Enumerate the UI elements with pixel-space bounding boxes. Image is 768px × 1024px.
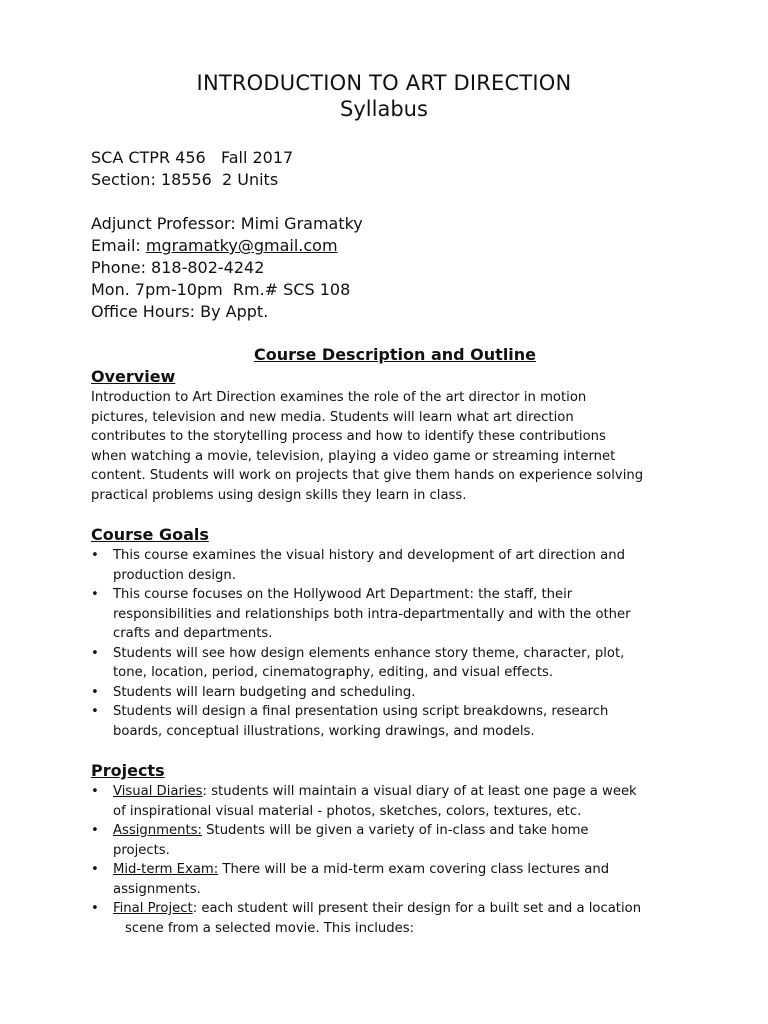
bullet-icon: • (91, 901, 99, 916)
phone-line: Phone: 818-802-4242 (91, 258, 265, 277)
bullet-icon: • (91, 862, 99, 877)
course-section: Section: 18556 2 Units (91, 170, 279, 189)
project-desc-cont: of inspirational visual material - photos, sketches, colors, textures, etc. (113, 803, 582, 819)
course-info (91, 147, 293, 191)
bullet-icon: • (91, 645, 99, 661)
document-title: INTRODUCTION TO ART DIRECTION (196, 71, 572, 95)
projects-list (91, 782, 711, 938)
schedule-line: Mon. 7pm-10pm Rm.# SCS 108 (91, 280, 351, 299)
projects-heading: Projects (91, 761, 165, 780)
goal-line: tone, location, period, cinematography, editing, and visual effects. (113, 665, 554, 680)
project-desc-cont: projects. (113, 842, 170, 858)
goal-line: Students will design a final presentation using script breakdowns, research (113, 704, 609, 719)
overview-line: when watching a movie, television, playing a video game or streaming internet (91, 448, 616, 464)
goal-line: responsibilities and relationships both intra-departmentally and with the other (113, 606, 631, 622)
overview-line: pictures, television and new media. Students will learn what art direction (91, 409, 574, 425)
list-item (91, 702, 711, 741)
bullet-icon: • (91, 704, 99, 719)
project-term: Assignments: (113, 823, 202, 838)
goal-line: This course examines the visual history and development of art direction and (113, 548, 625, 563)
project-desc: Students will be given a variety of in-class and take home (201, 823, 589, 838)
project-desc-cont: scene from a selected movie. This includes: (125, 920, 415, 936)
overview-line: contributes to the storytelling process and how to identify these contributions (91, 429, 606, 444)
project-desc: : students will maintain a visual diary of at least one page a week (202, 784, 637, 799)
description-heading: Course Description and Outline (253, 345, 537, 364)
bullet-icon: • (91, 823, 99, 838)
project-term: Mid-term Exam: (113, 862, 219, 877)
course-code: SCA CTPR 456 Fall 2017 (91, 148, 294, 167)
project-term: Visual Diaries (113, 784, 203, 799)
goal-line: This course focuses on the Hollywood Art Department: the staff, their (113, 587, 573, 602)
bullet-icon: • (91, 548, 99, 563)
goal-line: Students will see how design elements enhance story theme, character, plot, (113, 645, 625, 661)
title-block (0, 70, 768, 122)
project-term: Final Project (113, 901, 193, 916)
project-desc: There will be a mid-term exam covering class lectures and (218, 862, 610, 877)
email-link[interactable]: mgramatky@gmail.com (145, 236, 338, 255)
professor-name: Adjunct Professor: Mimi Gramatky (91, 214, 363, 233)
goals-heading: Course Goals (91, 525, 209, 544)
project-desc: : each student will present their design for a built set and a location (192, 901, 642, 916)
document-subtitle: Syllabus (340, 97, 428, 121)
list-item (91, 899, 711, 938)
email-line (91, 235, 363, 257)
list-item (91, 860, 711, 899)
goal-line: production design. (113, 567, 236, 583)
contact-info (91, 213, 363, 323)
goals-list (91, 546, 711, 741)
goal-line: crafts and departments. (113, 626, 273, 641)
list-item (91, 821, 711, 860)
bullet-icon: • (91, 684, 99, 700)
goal-line: Students will learn budgeting and scheduling. (113, 684, 416, 700)
list-item (91, 546, 711, 585)
list-item (91, 683, 711, 703)
office-hours-line: Office Hours: By Appt. (91, 302, 269, 321)
email-label: Email: (91, 236, 146, 255)
bullet-icon: • (91, 587, 99, 602)
list-item (91, 585, 711, 644)
overview-line: Introduction to Art Direction examines the role of the art director in motion (91, 390, 587, 405)
overview-line: practical problems using design skills they learn in class. (91, 487, 467, 503)
goal-line: boards, conceptual illustrations, working drawings, and models. (113, 723, 535, 739)
overview-paragraph (91, 388, 711, 505)
bullet-icon: • (91, 784, 99, 799)
list-item (91, 644, 711, 683)
project-desc-cont: assignments. (113, 881, 201, 897)
overview-line: content. Students will work on projects that give them hands on experience solving (91, 468, 644, 483)
list-item (91, 782, 711, 821)
overview-heading: Overview (91, 367, 176, 386)
